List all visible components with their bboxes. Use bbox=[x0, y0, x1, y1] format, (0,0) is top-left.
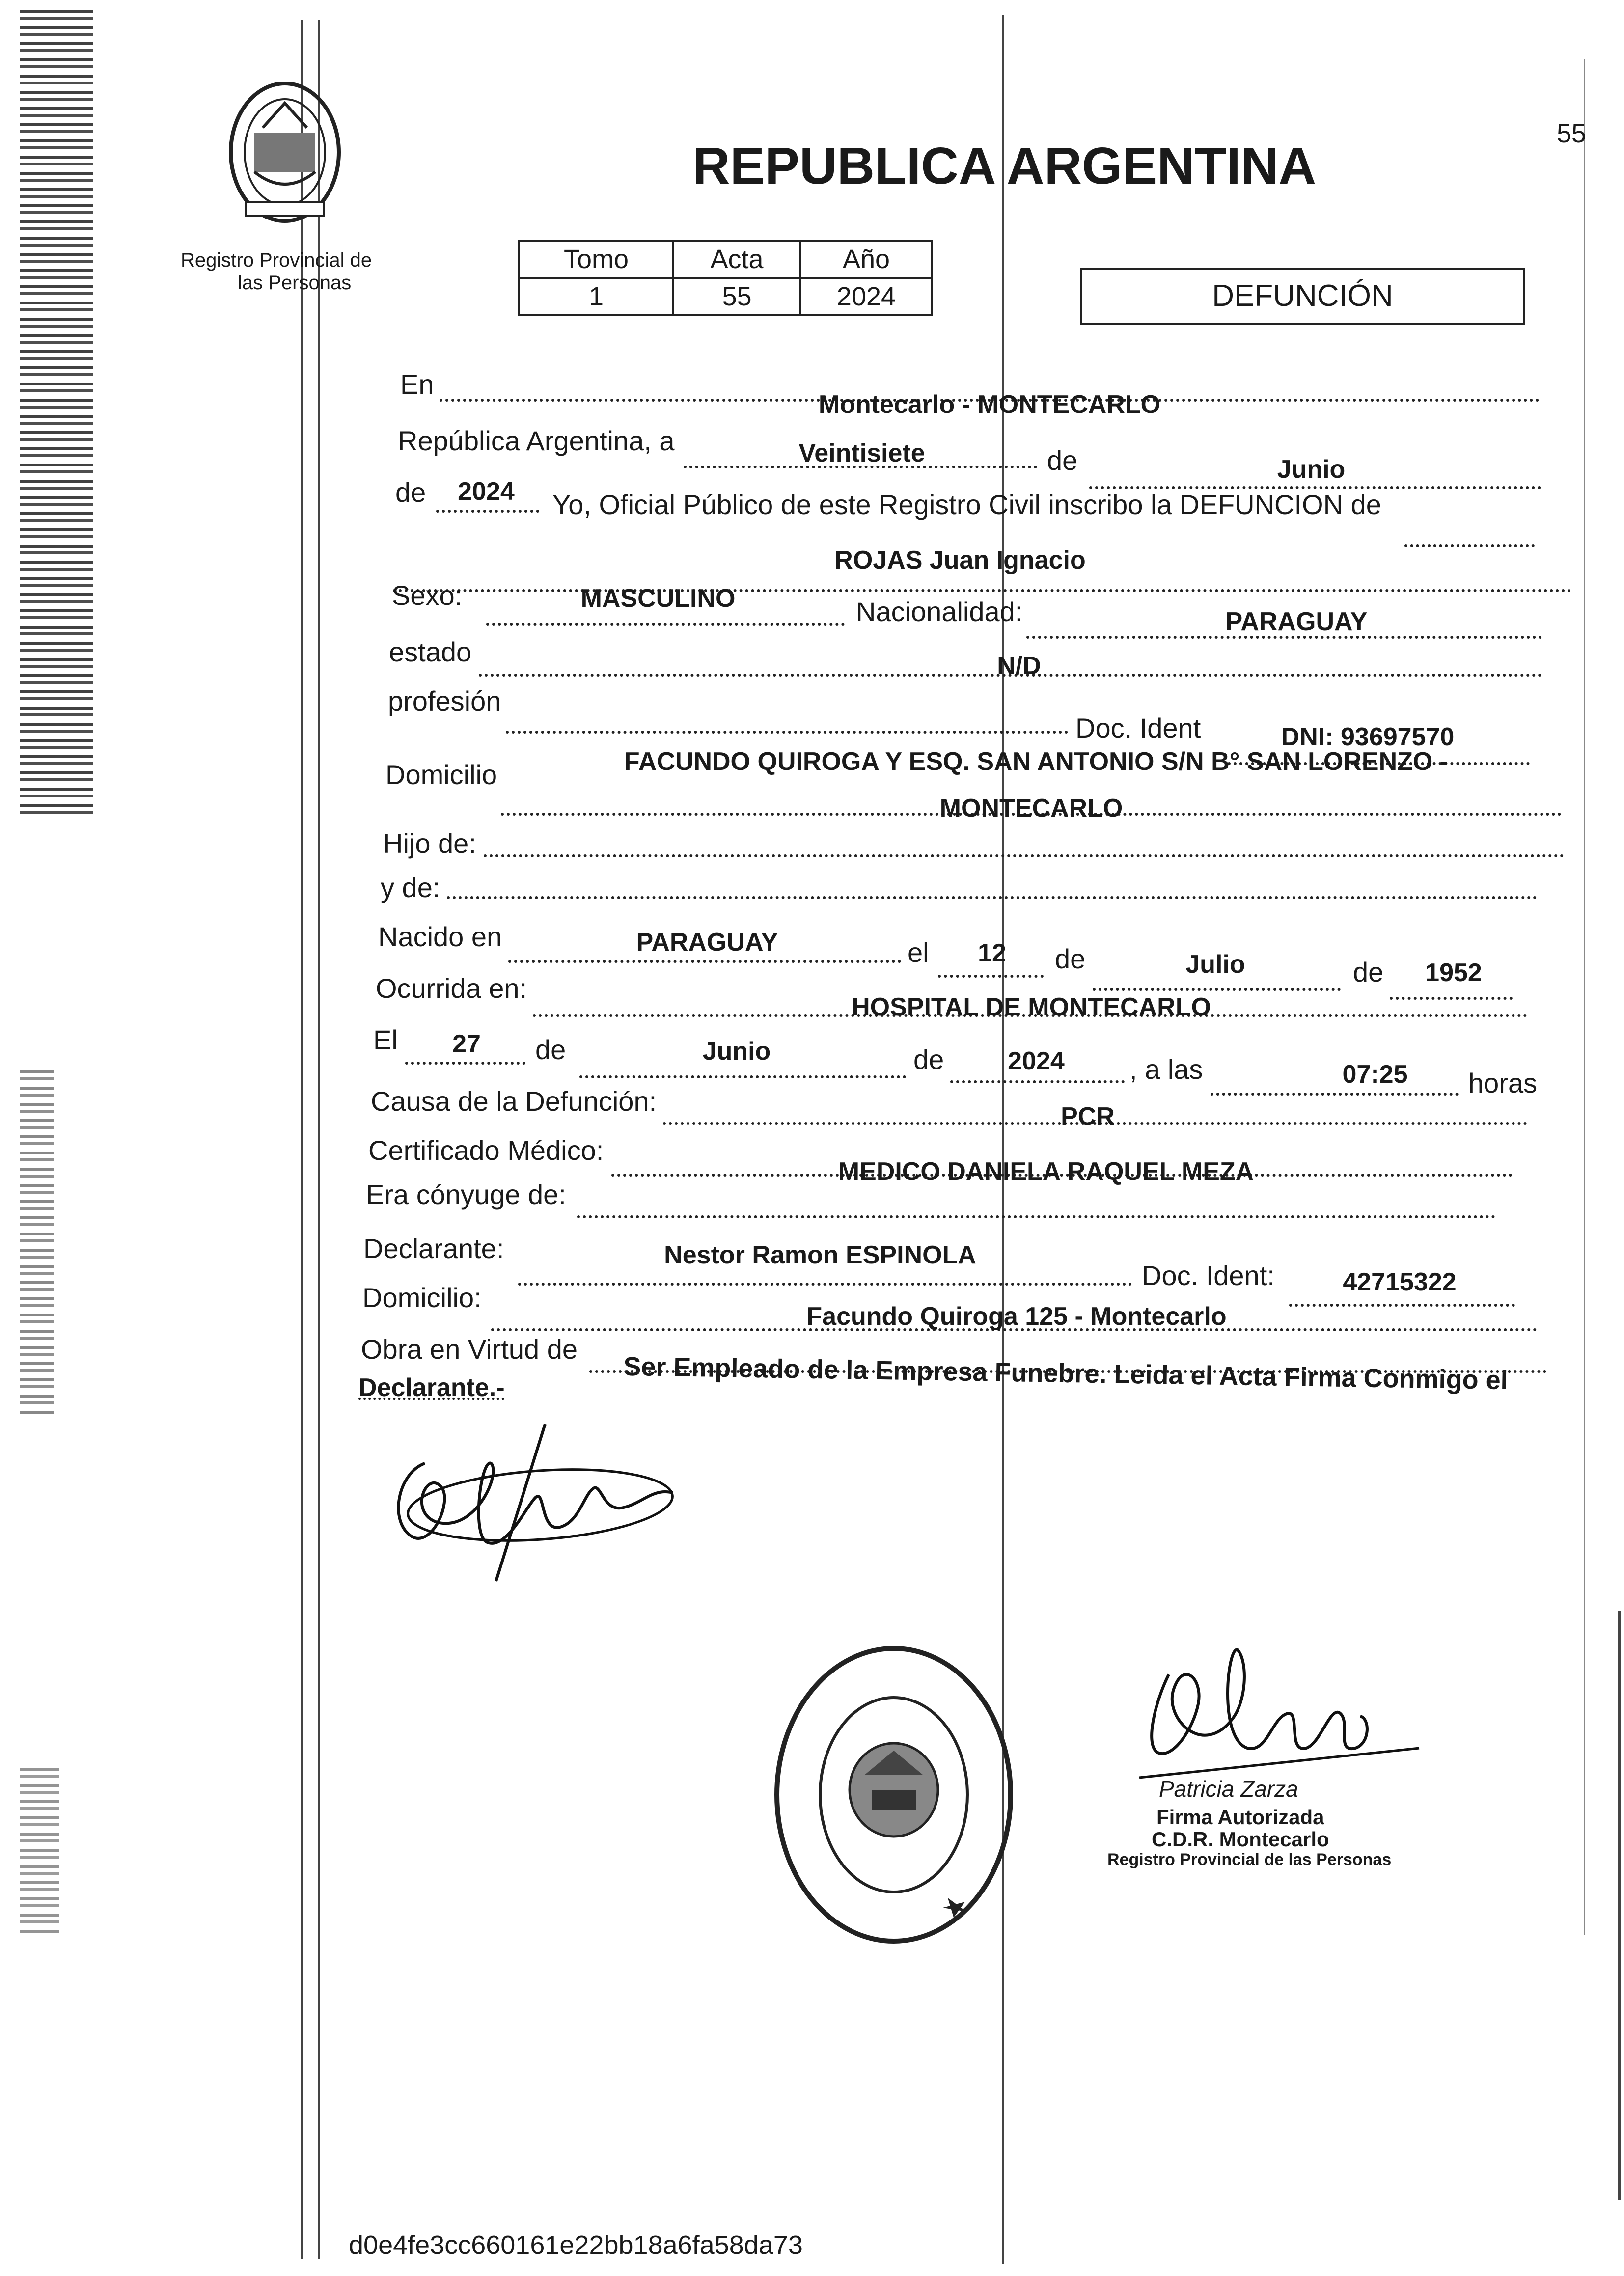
registry-line-2: las Personas bbox=[238, 272, 352, 294]
scan-vertical-line-right bbox=[1584, 59, 1585, 1935]
page-number: 55 bbox=[1557, 119, 1587, 148]
dots bbox=[447, 896, 1537, 899]
civil-state-value: N/D bbox=[997, 652, 1041, 680]
year-value: 2024 bbox=[458, 477, 515, 506]
dots bbox=[1404, 544, 1535, 547]
label-profesion: profesión bbox=[388, 686, 501, 716]
signatory-office: C.D.R. Montecarlo bbox=[1152, 1828, 1329, 1851]
dots bbox=[1390, 997, 1513, 1000]
scan-edge-noise-lower bbox=[20, 1070, 54, 1414]
death-day-value: 27 bbox=[452, 1030, 481, 1058]
label-certificado: Certificado Médico: bbox=[368, 1135, 604, 1166]
declarant-address-value: Facundo Quiroga 125 - Montecarlo bbox=[806, 1302, 1227, 1331]
label-en: En bbox=[400, 369, 434, 400]
official-signature-icon bbox=[1125, 1630, 1429, 1792]
birth-day-value: 12 bbox=[978, 939, 1006, 967]
signatory-title: Firma Autorizada bbox=[1156, 1806, 1324, 1829]
address-line1-value: FACUNDO QUIROGA Y ESQ. SAN ANTONIO S/N B° SAN LORENZO - bbox=[624, 747, 1449, 776]
scan-edge-noise bbox=[20, 10, 93, 815]
label-declarante: Declarante: bbox=[363, 1233, 504, 1264]
act-header-acta: Acta bbox=[673, 241, 800, 278]
label-el-death: El bbox=[373, 1024, 398, 1055]
document-hash: d0e4fe3cc660161e22bb18a6fa58da73 bbox=[349, 2230, 803, 2260]
birth-month-value: Julio bbox=[1185, 950, 1245, 979]
label-estado: estado bbox=[389, 636, 472, 667]
obra-line2-value: Declarante.- bbox=[358, 1373, 505, 1402]
address-line2-value: MONTECARLO bbox=[939, 794, 1123, 823]
label-el: el bbox=[908, 937, 929, 968]
official-seal bbox=[771, 1643, 1017, 1947]
cause-value: PCR bbox=[1061, 1102, 1115, 1131]
doc-type-box bbox=[1080, 268, 1525, 325]
label-de-birth-month: de bbox=[1055, 943, 1086, 974]
death-year-value: 2024 bbox=[1008, 1047, 1065, 1075]
occurred-at-value: HOSPITAL DE MONTECARLO bbox=[852, 993, 1211, 1021]
dots bbox=[1289, 1304, 1515, 1307]
label-yo: Yo, Oficial Público de este Registro Civil inscribo la DEFUNCION de bbox=[552, 489, 1381, 520]
label-domicilio-2: Domicilio: bbox=[362, 1282, 482, 1313]
label-causa: Causa de la Defunción: bbox=[371, 1086, 657, 1117]
death-time-value: 07:25 bbox=[1342, 1060, 1408, 1089]
dots bbox=[405, 1062, 525, 1065]
scan-vertical-line-edge bbox=[1618, 1611, 1621, 2200]
birth-year-value: 1952 bbox=[1425, 959, 1482, 987]
label-a-las: , a las bbox=[1129, 1054, 1203, 1085]
dots bbox=[1093, 988, 1341, 991]
scan-edge-noise-bottom bbox=[20, 1768, 59, 1935]
label-horas: horas bbox=[1468, 1068, 1538, 1098]
act-value-tomo: 1 bbox=[519, 278, 673, 315]
dots bbox=[579, 1075, 906, 1078]
scan-vertical-line bbox=[318, 20, 320, 2259]
dots bbox=[577, 1215, 1495, 1218]
doctor-value: MEDICO DANIELA RAQUEL MEZA bbox=[838, 1157, 1254, 1186]
dots bbox=[484, 854, 1564, 857]
sex-value: MASCULINO bbox=[580, 584, 736, 613]
dots bbox=[938, 975, 1044, 978]
label-de-death-year: de bbox=[913, 1044, 944, 1075]
dots bbox=[518, 1283, 1132, 1286]
doc-type-label: DEFUNCIÓN bbox=[1212, 279, 1393, 313]
label-doc-ident: Doc. Ident bbox=[1075, 713, 1201, 743]
label-yde: y de: bbox=[381, 872, 440, 903]
label-republica: República Argentina, a bbox=[398, 425, 675, 456]
month-value: Junio bbox=[1277, 455, 1346, 484]
act-value-acta: 55 bbox=[673, 278, 800, 315]
dots bbox=[506, 731, 1068, 734]
label-de-death-month: de bbox=[535, 1034, 566, 1065]
label-nacionalidad: Nacionalidad: bbox=[856, 596, 1023, 627]
name-value: ROJAS Juan Ignacio bbox=[834, 546, 1086, 575]
label-conyuge: Era cónyuge de: bbox=[366, 1179, 566, 1210]
act-header-anio: Año bbox=[800, 241, 932, 278]
dots bbox=[508, 960, 901, 963]
dots bbox=[950, 1080, 1125, 1083]
dots bbox=[486, 623, 845, 626]
declarant-doc-value: 42715322 bbox=[1343, 1268, 1457, 1296]
page-title: REPUBLICA ARGENTINA bbox=[692, 137, 1317, 195]
obra-line1-value: Ser Empleado de la Empresa Funebre. Leida el Acta Firma Conmigo el bbox=[623, 1351, 1509, 1396]
registry-line-1: Registro Provincial de bbox=[181, 249, 372, 271]
dots bbox=[393, 589, 1571, 592]
label-nacido: Nacido en bbox=[378, 921, 502, 952]
place-value: Montecarlo - MONTECARLO bbox=[818, 390, 1161, 419]
dots bbox=[436, 510, 539, 513]
nationality-value: PARAGUAY bbox=[1225, 607, 1368, 636]
day-words-value: Veintisiete bbox=[798, 439, 925, 467]
scan-vertical-line bbox=[301, 20, 303, 2259]
act-header-tomo: Tomo bbox=[519, 241, 673, 278]
label-sexo: Sexo: bbox=[392, 580, 463, 611]
label-obra: Obra en Virtud de bbox=[361, 1334, 578, 1365]
label-de-birth-year: de bbox=[1353, 957, 1384, 987]
declarant-value: Nestor Ramon ESPINOLA bbox=[664, 1241, 976, 1269]
signatory-registry: Registro Provincial de las Personas bbox=[1107, 1850, 1392, 1869]
act-value-anio: 2024 bbox=[800, 278, 932, 315]
dots bbox=[1026, 636, 1542, 639]
act-table bbox=[518, 240, 933, 316]
dots bbox=[589, 1370, 1547, 1373]
label-hijo: Hijo de: bbox=[383, 828, 476, 859]
label-de2: de bbox=[395, 477, 426, 508]
label-ocurrida: Ocurrida en: bbox=[376, 973, 527, 1004]
dni-value: DNI: 93697570 bbox=[1281, 723, 1455, 751]
signatory-name: Patricia Zarza bbox=[1159, 1776, 1298, 1802]
birth-place-value: PARAGUAY bbox=[636, 928, 778, 957]
death-month-value: Junio bbox=[702, 1037, 771, 1066]
label-doc-ident-2: Doc. Ident: bbox=[1142, 1260, 1275, 1291]
label-de: de bbox=[1047, 445, 1078, 476]
declarant-signature-icon bbox=[378, 1414, 683, 1601]
dots bbox=[1211, 1093, 1459, 1096]
label-domicilio: Domicilio bbox=[385, 759, 497, 790]
coat-of-arms-icon bbox=[216, 74, 354, 231]
